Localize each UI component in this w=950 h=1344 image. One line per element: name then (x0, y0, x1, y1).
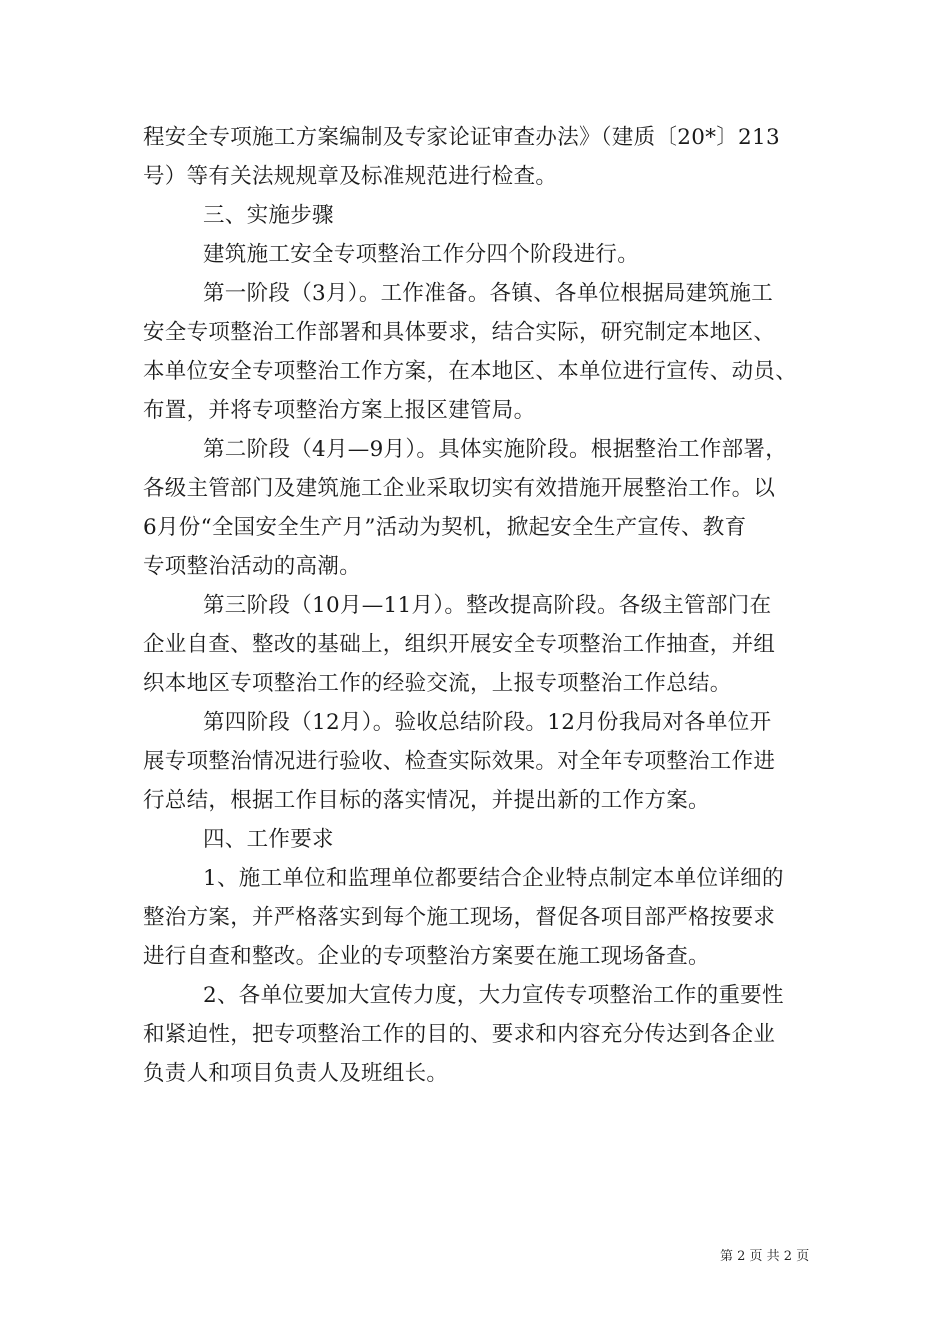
body-line: 安全专项整治工作部署和具体要求，结合实际，研究制定本地区、 (143, 320, 776, 345)
body-line: 各级主管部门及建筑施工企业采取切实有效措施开展整治工作。以 (143, 476, 776, 501)
body-line: 本单位安全专项整治工作方案，在本地区、本单位进行宣传、动员、 (143, 359, 798, 384)
body-line: 行总结，根据工作目标的落实情况，并提出新的工作方案。 (143, 788, 710, 813)
body-line: 织本地区专项整治工作的经验交流，上报专项整治工作总结。 (143, 671, 732, 696)
body-line: 负责人和项目负责人及班组长。 (143, 1061, 449, 1086)
body-line: 号）等有关法规规章及标准规范进行检查。 (143, 164, 558, 189)
body-line: 整治方案，并严格落实到每个施工现场，督促各项目部严格按要求 (143, 905, 776, 930)
body-line: 第一阶段（3月）。工作准备。各镇、各单位根据局建筑施工 (203, 281, 774, 306)
body-line: 第四阶段（12月）。验收总结阶段。12月份我局对各单位开 (203, 710, 772, 735)
document-body (143, 118, 813, 1093)
body-line: 第三阶段（10月—11月）。整改提高阶段。各级主管部门在 (203, 593, 772, 618)
section-heading-work-requirements: 四、工作要求 (203, 827, 334, 852)
page-number-footer: 第 2 页 共 2 页 (720, 1249, 810, 1264)
body-line: 专项整治活动的高潮。 (143, 554, 362, 579)
body-line: 2、各单位要加大宣传力度，大力宣传专项整治工作的重要性 (203, 983, 784, 1008)
body-line: 程安全专项施工方案编制及专家论证审查办法》（建质〔20*〕213 (143, 125, 780, 150)
body-line: 6月份“全国安全生产月”活动为契机，掀起安全生产宣传、教育 (143, 515, 747, 540)
body-line: 建筑施工安全专项整治工作分四个阶段进行。 (203, 242, 640, 267)
body-line: 第二阶段（4月—9月）。具体实施阶段。根据整治工作部署， (203, 437, 788, 462)
section-heading-implementation-steps: 三、实施步骤 (203, 203, 334, 228)
body-line: 布置，并将专项整治方案上报区建管局。 (143, 398, 536, 423)
body-line: 进行自查和整改。企业的专项整治方案要在施工现场备查。 (143, 944, 710, 969)
body-line: 和紧迫性，把专项整治工作的目的、要求和内容充分传达到各企业 (143, 1022, 776, 1047)
body-line: 企业自查、整改的基础上，组织开展安全专项整治工作抽查，并组 (143, 632, 776, 657)
body-line: 1、施工单位和监理单位都要结合企业特点制定本单位详细的 (203, 866, 784, 891)
body-line: 展专项整治情况进行验收、检查实际效果。对全年专项整治工作进 (143, 749, 776, 774)
